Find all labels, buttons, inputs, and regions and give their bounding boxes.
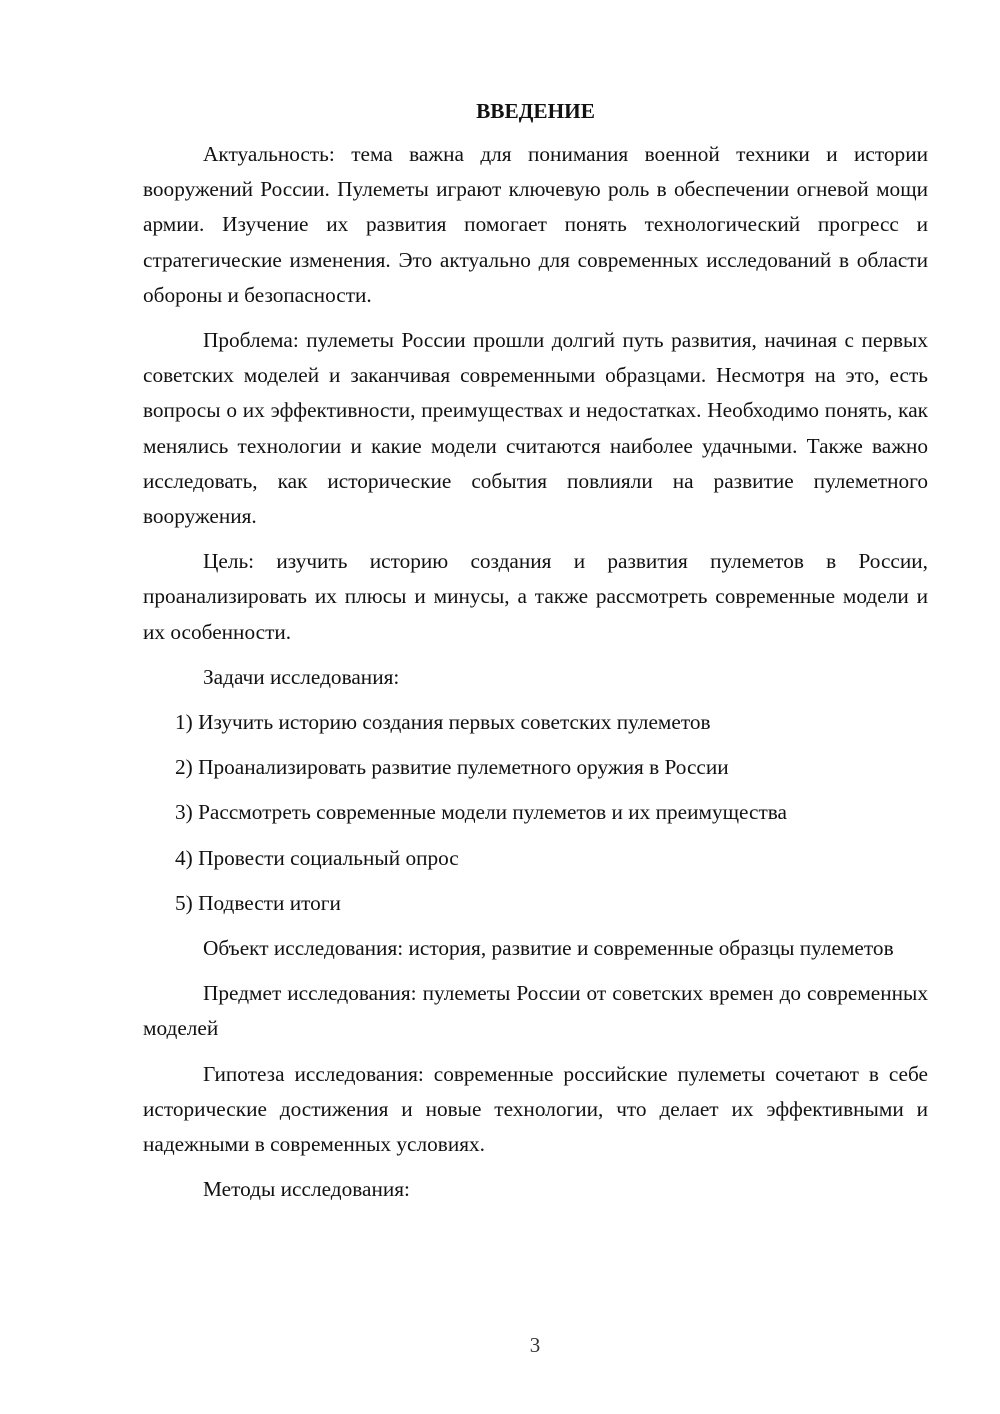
problem-paragraph: Проблема: пулеметы России прошли долгий путь развития, начиная с первых советских моделей и заканчивая современными образцами. Несмотря на это, есть вопросы о их эффективности, преимуществах и недостатках. Необходимо понять, как менялись технологии и какие модели считаются наиболее удачными. Также важно исследовать, как исторические события повлияли на развитие пулеметного вооружения.	[143, 328, 928, 529]
tasks-heading: Задачи исследования:	[203, 664, 400, 689]
subject-paragraph: Предмет исследования: пулеметы России от советских времен до современных моделей	[143, 981, 928, 1041]
page-number: 3	[529, 1333, 541, 1357]
task-item-4: 4) Провести социальный опрос	[175, 845, 459, 870]
page-content	[143, 95, 928, 1217]
task-item-3: 3) Рассмотреть современные модели пулеметов и их преимущества	[175, 800, 787, 825]
object-paragraph: Объект исследования: история, развитие и современные образцы пулеметов	[203, 936, 894, 961]
task-item-1: 1) Изучить историю создания первых советских пулеметов	[175, 710, 711, 735]
goal-paragraph: Цель: изучить историю создания и развития пулеметов в России, проанализировать их плюсы и минусы, а также рассмотреть современные модели и их особенности.	[143, 549, 928, 644]
task-item-2: 2) Проанализировать развитие пулеметного оружия в России	[175, 755, 729, 780]
methods-heading: Методы исследования:	[203, 1177, 410, 1202]
relevance-paragraph: Актуальность: тема важна для понимания военной техники и истории вооружений России. Пулеметы играют ключевую роль в обеспечении огневой мощи армии. Изучение их развития помогает понять технологический прогресс и стратегические изменения. Это актуально для современных исследований в области обороны и безопасности.	[143, 142, 928, 307]
page-title: ВВЕДЕНИЕ	[476, 99, 595, 123]
hypothesis-paragraph: Гипотеза исследования: современные российские пулеметы сочетают в себе исторические достижения и новые технологии, что делает их эффективными и надежными в современных условиях.	[143, 1061, 928, 1157]
task-item-5: 5) Подвести итоги	[175, 890, 341, 915]
